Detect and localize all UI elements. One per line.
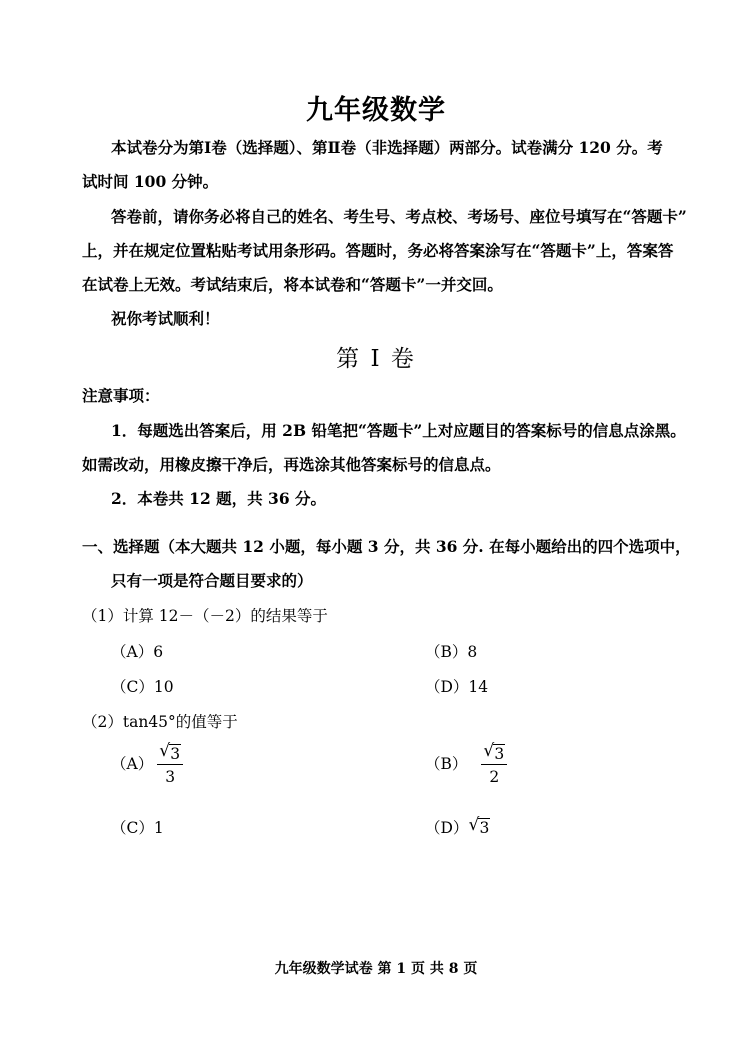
question-2-option-a <box>111 741 183 786</box>
question-2-option-d <box>425 816 490 838</box>
option-d-sqrt: √ 3 <box>468 815 490 837</box>
question-1-option-b: （B）8 <box>425 643 478 661</box>
volume-title: 第 Ⅰ 卷 <box>336 346 416 372</box>
option-d-label: （D） <box>425 819 469 837</box>
intro-line-2: 试时间 100 分钟。 <box>82 172 219 191</box>
option-a-label: （A） <box>111 755 154 773</box>
section-heading-line-2: 只有一项是符合题目要求的） <box>111 571 313 590</box>
option-b-denominator: 2 <box>489 768 500 786</box>
notes-item-2: 2．本卷共 12 题，共 36 分。 <box>111 489 327 508</box>
notes-heading: 注意事项： <box>82 386 160 405</box>
notes-item-1-line-2: 如需改动，用橡皮擦干净后，再选涂其他答案标号的信息点。 <box>82 455 501 474</box>
question-1-stem: （1）计算 12－（－2）的结果等于 <box>82 607 328 625</box>
intro-line-1: 本试卷分为第Ⅰ卷（选择题）、第Ⅱ卷（非选择题）两部分。试卷满分 120 分。考 <box>111 138 663 157</box>
question-1-option-a: （A）6 <box>111 643 164 661</box>
section-heading-line-1: 一、选择题（本大题共 12 小题，每小题 3 分，共 36 分. 在每小题给出的四个选项中， <box>82 537 691 556</box>
question-1-option-d: （D）14 <box>425 678 489 696</box>
intro-line-5: 在试卷上无效。考试结束后，将本试卷和“答题卡”一并交回。 <box>82 275 503 294</box>
option-d-radicand: 3 <box>479 819 490 837</box>
question-2-option-c: （C）1 <box>111 819 164 837</box>
notes-item-1-line-1: 1．每题选出答案后，用 2B 铅笔把“答题卡”上对应题目的答案标号的信息点涂黑。 <box>111 421 686 440</box>
option-a-fraction: √ 3 3 <box>157 744 183 786</box>
intro-line-3: 答卷前，请你务必将自己的姓名、考生号、考点校、考场号、座位号填写在“答题卡” <box>111 207 687 226</box>
intro-line-6: 祝你考试顺利！ <box>111 309 220 328</box>
question-2-option-b <box>425 741 507 786</box>
option-b-radicand: 3 <box>494 745 505 763</box>
question-2-stem: （2）tan45°的值等于 <box>82 713 238 731</box>
option-b-fraction: √ 3 2 <box>481 744 507 786</box>
page-footer: 九年级数学试卷 第 1 页 共 8 页 <box>274 961 478 977</box>
question-1-option-c: （C）10 <box>111 678 174 696</box>
option-b-label: （B） <box>425 755 468 773</box>
page-title: 九年级数学 <box>306 95 446 126</box>
option-a-denominator: 3 <box>165 768 176 786</box>
intro-line-4: 上，并在规定位置粘贴考试用条形码。答题时，务必将答案涂写在“答题卡”上，答案答 <box>82 241 674 260</box>
option-a-radicand: 3 <box>170 745 181 763</box>
